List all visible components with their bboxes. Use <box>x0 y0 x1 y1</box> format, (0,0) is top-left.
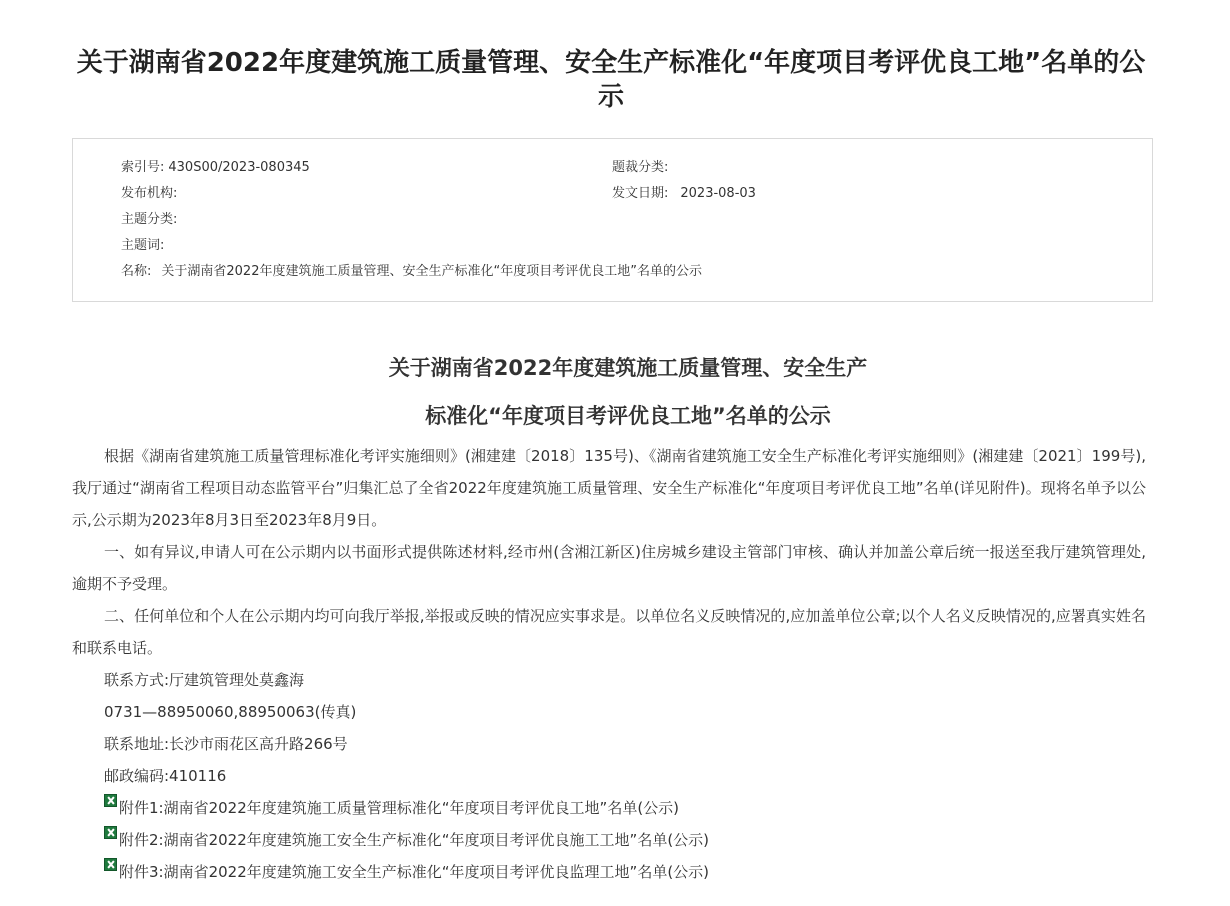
excel-file-icon <box>104 826 117 839</box>
contact-postcode: 邮政编码:410116 <box>104 767 227 785</box>
meta-date <box>612 184 756 204</box>
page-title-line1: 关于湖南省2022年度建筑施工质量管理、安全生产标准化“年度项目考评优良工地”名单的公 <box>76 48 1146 78</box>
meta-index <box>121 158 310 178</box>
document-body <box>72 440 1146 888</box>
excel-file-icon <box>104 858 117 871</box>
attachment-1-label[interactable]: 附件1:湖南省2022年度建筑施工质量管理标准化“年度项目考评优良工地”名单(公示) <box>119 799 680 817</box>
meta-name-value: 关于湖南省2022年度建筑施工质量管理、安全生产标准化“年度项目考评优良工地”名单的公示 <box>161 264 702 279</box>
meta-keywords <box>121 236 168 256</box>
meta-publisher-label: 发布机构: <box>121 186 178 201</box>
excel-file-icon <box>104 794 117 807</box>
page-title <box>60 46 1162 114</box>
meta-genre <box>612 158 672 178</box>
paragraph-report: 二、任何单位和个人在公示期内均可向我厅举报,举报或反映的情况应实事求是。以单位名义反映情况的,应加盖单位公章;以个人名义反映情况的,应署真实姓名和联系电话。 <box>72 607 1146 657</box>
meta-topic-label: 主题分类: <box>121 212 178 227</box>
contact-phone: 0731—88950060,88950063(传真) <box>104 703 357 721</box>
paragraph-objection: 一、如有异议,申请人可在公示期内以书面形式提供陈述材料,经市州(含湘江新区)住房城乡建设主管部门审核、确认并加盖公章后统一报送至我厅建筑管理处,逾期不予受理。 <box>72 543 1146 593</box>
attachment-link-2[interactable] <box>72 824 1146 856</box>
attachment-link-1[interactable] <box>72 792 1146 824</box>
meta-date-value: 2023-08-03 <box>680 186 756 201</box>
contact-method: 联系方式:厅建筑管理处莫鑫海 <box>104 671 305 689</box>
meta-topic <box>121 210 181 230</box>
meta-keywords-label: 主题词: <box>121 238 165 253</box>
paragraph-basis: 根据《湖南省建筑施工质量管理标准化考评实施细则》(湘建建〔2018〕135号)、《湖南省建筑施工安全生产标准化考评实施细则》(湘建建〔2021〕199号),我厅通过“湖南省工程项目动态监管平台”归集汇总了全省2022年度建筑施工质量管理、安全生产标准化“年度项目考评优良工地”名单(详见附件)。现将名单予以公示,公示期为2023年8月3日至2023年8月9日。 <box>72 447 1146 529</box>
meta-publisher <box>121 184 181 204</box>
attachment-2-label[interactable]: 附件2:湖南省2022年度建筑施工安全生产标准化“年度项目考评优良施工工地”名单(公示) <box>119 831 710 849</box>
meta-name <box>121 262 702 282</box>
meta-date-label: 发文日期: <box>612 186 669 201</box>
meta-genre-label: 题裁分类: <box>612 160 669 175</box>
page-title-line2: 示 <box>597 82 624 112</box>
meta-name-label: 名称: <box>121 264 152 279</box>
contact-address: 联系地址:长沙市雨花区高升路266号 <box>104 735 348 753</box>
document-title-line1: 关于湖南省2022年度建筑施工质量管理、安全生产 <box>388 356 868 380</box>
meta-index-label: 索引号: <box>121 160 165 175</box>
document-title-line2: 标准化“年度项目考评优良工地”名单的公示 <box>425 404 831 428</box>
meta-index-value: 430S00/2023-080345 <box>168 160 310 175</box>
metadata-box <box>72 138 1153 302</box>
attachment-3-label[interactable]: 附件3:湖南省2022年度建筑施工安全生产标准化“年度项目考评优良监理工地”名单(公示) <box>119 863 710 881</box>
attachment-link-3[interactable] <box>72 856 1146 888</box>
